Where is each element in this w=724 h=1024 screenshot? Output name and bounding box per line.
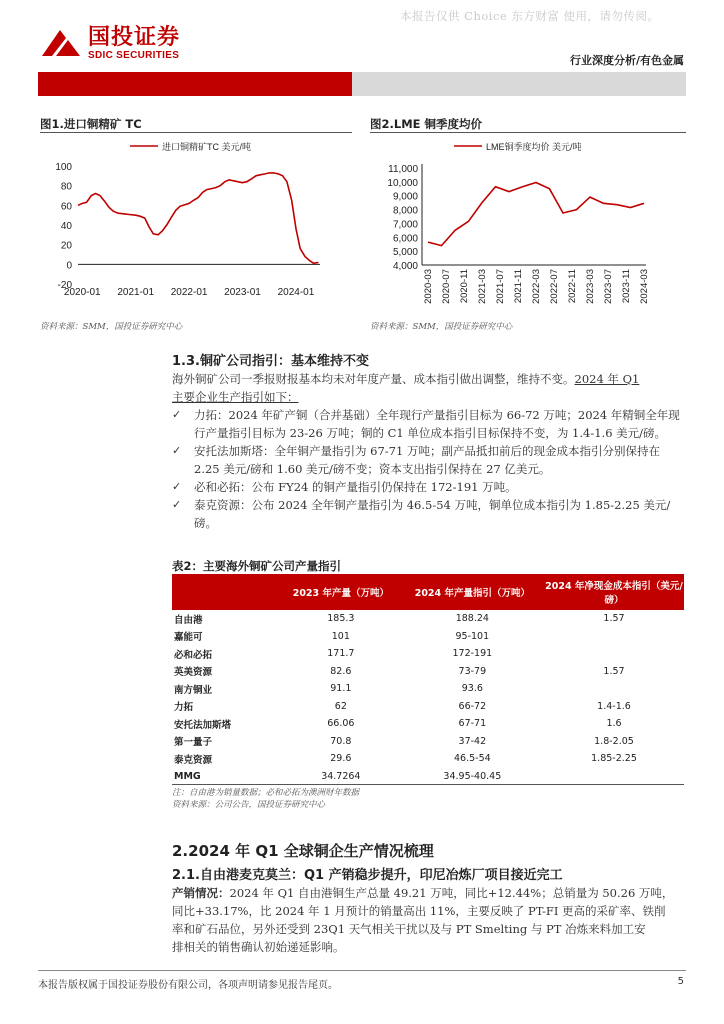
table-row (172, 680, 684, 698)
fig2-title: 图2.LME 铜季度均价 (370, 117, 483, 131)
list-item: ✓ 必和必拓：公布 FY24 的铜产量指引仍保持在 172-191 万吨。 (172, 480, 517, 494)
x-tick-label: 2023-01 (224, 287, 261, 298)
x-tick-label: 2021-03 (477, 269, 488, 304)
table-row (172, 610, 684, 628)
section-heading: 1.3.铜矿公司指引：基本维持不变 (172, 354, 369, 369)
y-tick-label: 100 (55, 162, 72, 173)
section2-paragraph: 产销情况：2024 年 Q1 自由港铜生产总量 49.21 万吨，同比+12.44%；总销量为 50.26 万吨， 同比+33.17%，比 2024 年 1 月预计的销量高出 11%，主要反映了 PT-FI 更高的采矿率、铁削 率和矿石品位，另外还受到 23Q1 天气相关干扰以及与 PT Smelting 与 PT 冶炼来料加工安 排相关的销售确认初始递延影响。 (172, 886, 674, 954)
value-cell: 95-101 (455, 630, 490, 642)
fig2-source: 资料来源：SMM，国投证券研究中心 (370, 322, 513, 332)
table-row (172, 628, 684, 646)
value-cell: 34.7264 (321, 770, 361, 782)
value-cell: 70.8 (330, 735, 352, 747)
bullet-list (172, 406, 684, 532)
company-cell: 必和必拓 (174, 649, 213, 661)
y-tick-label: 60 (60, 201, 72, 213)
fig2-chart (370, 136, 686, 316)
company-cell: 泰克资源 (174, 754, 213, 766)
y-tick-label: 6,000 (392, 233, 418, 245)
x-tick-label: 2022-11 (567, 269, 578, 304)
report-category: 行业深度分析/有色金属 (569, 54, 684, 67)
header-bar (38, 72, 686, 96)
check-icon: ✓ (172, 444, 182, 457)
table-row (172, 768, 684, 786)
company-cell: 安托法加斯塔 (174, 719, 232, 731)
y-tick-label: 10,000 (387, 177, 418, 189)
x-tick-label: 2024-01 (277, 287, 315, 298)
value-cell: 82.6 (330, 665, 352, 677)
value-cell: 37-42 (458, 735, 487, 747)
watermark: 本报告仅供 Choice 东方财富 使用，请勿传阅。 (400, 9, 660, 23)
section2-subheading: 2.1.自由港麦克莫兰：Q1 产销稳步提升，印尼冶炼厂项目接近完工 (172, 868, 563, 883)
check-icon: ✓ (172, 408, 182, 421)
value-cell: 1.4-1.6 (597, 700, 631, 712)
intro-underlined: 2024 年 Q1 (574, 372, 640, 386)
table-row (172, 750, 684, 768)
legend-label: LME铜季度均价 美元/吨 (486, 142, 582, 152)
x-tick-label: 2021-01 (117, 287, 155, 298)
intro-underlined-2: 主要企业生产指引如下： (172, 390, 299, 404)
value-cell: 67-71 (458, 718, 487, 730)
y-tick-label: 4,000 (392, 261, 418, 272)
value-cell: 188.24 (455, 613, 489, 625)
header-bar-red (38, 72, 352, 96)
footer-rule (38, 970, 686, 971)
col-header: 2024 年净现金成本指引（美元/磅） (544, 574, 684, 610)
series-line (428, 183, 644, 246)
col-header: 2023 年产量（万吨） (281, 574, 401, 610)
fig1-title: 图1.进口铜精矿 TC (40, 117, 142, 131)
y-tick-label: 40 (60, 221, 72, 232)
table-row (172, 715, 684, 733)
value-cell: 29.6 (330, 753, 352, 765)
value-cell: 66-72 (458, 700, 487, 712)
x-tick-label: 2022-01 (170, 287, 208, 298)
value-cell: 62 (334, 700, 347, 712)
table-row (172, 698, 684, 716)
list-item: ✓ 力拓：2024 年矿产铜（合并基础）全年现行产量指引目标为 66-72 万吨；2024 年精铜全年现行产量指引目标为 23-26 万吨；铜的 C1 单位成本指引目标保持不变，为 1.4-1.6 美元/磅。 (172, 408, 680, 440)
x-tick-label: 2022-07 (549, 269, 560, 304)
header-bar-grey (352, 72, 686, 96)
list-item: ✓ 安托法加斯塔：全年铜产量指引为 67-71 万吨；副产品抵扣前后的现金成本指引分别保持在 2.25 美元/磅和 1.60 美元/磅不变；资本支出指引保持在 27 亿美元。 (172, 444, 660, 476)
check-icon: ✓ (172, 498, 182, 511)
value-cell: 1.57 (603, 665, 625, 677)
logo-mark-icon (38, 26, 84, 62)
value-cell: 172-191 (452, 648, 493, 660)
company-cell: 第一量子 (174, 737, 213, 749)
x-tick-label: 2021-07 (495, 269, 506, 304)
guidance-table (172, 574, 684, 785)
value-cell: 1.85-2.25 (591, 753, 637, 765)
y-tick-label: 5,000 (392, 247, 418, 259)
company-cell: 力拓 (174, 702, 194, 714)
x-tick-label: 2022-03 (531, 269, 542, 304)
value-cell (544, 628, 684, 646)
fig1-rule (40, 132, 352, 133)
table-note: 注：自由港为销量数据；必和必拓为澳洲财年数据 (172, 788, 360, 798)
section-intro (172, 370, 684, 406)
value-cell: 66.06 (327, 718, 355, 730)
company-cell: 嘉能可 (174, 632, 203, 644)
legend-label: 进口铜精矿TC 美元/吨 (162, 142, 251, 152)
value-cell: 1.8-2.05 (594, 735, 634, 747)
company-cell: 英美资源 (174, 667, 213, 679)
y-tick-label: 0 (66, 260, 72, 272)
value-cell: 34.95-40.45 (443, 770, 502, 782)
y-tick-label: -20 (57, 280, 72, 291)
y-tick-label: 8,000 (392, 205, 418, 217)
fig1-chart (40, 136, 355, 314)
value-cell: 185.3 (327, 613, 355, 625)
value-cell: 101 (331, 630, 350, 642)
value-cell: 1.6 (606, 718, 622, 730)
y-tick-label: 11,000 (388, 164, 418, 175)
y-tick-label: 80 (60, 181, 72, 193)
section2-heading: 2.2024 年 Q1 全球铜企生产情况梳理 (172, 842, 434, 860)
x-tick-label: 2020-03 (423, 269, 434, 304)
page-number: 5 (677, 976, 684, 987)
company-cell: 南方铜业 (174, 684, 213, 696)
footer-text: 本报告版权属于国投证券股份有限公司，各项声明请参见报告尾页。 (38, 980, 338, 991)
company-cell: MMG (174, 770, 201, 782)
company-cell: 自由港 (174, 614, 203, 626)
fig2-rule (370, 132, 686, 133)
value-cell: 91.1 (330, 683, 352, 695)
intro-text: 海外铜矿公司一季报财报基本均未对年度产量、成本指引做出调整，维持不变。 (172, 372, 575, 386)
x-tick-label: 2021-11 (513, 269, 524, 304)
check-icon: ✓ (172, 480, 182, 493)
x-tick-label: 2020-01 (63, 287, 101, 298)
y-tick-label: 7,000 (392, 219, 418, 231)
table-source: 资料来源：公司公告，国投证券研究中心 (172, 800, 326, 810)
fig1-source: 资料来源：SMM，国投证券研究中心 (40, 322, 183, 332)
para-label: 产销情况： (172, 886, 230, 900)
value-cell (544, 768, 684, 786)
x-tick-label: 2023-07 (603, 269, 614, 304)
value-cell (544, 645, 684, 663)
col-header (172, 574, 281, 610)
value-cell: 171.7 (327, 648, 355, 660)
table-title: 表2：主要海外铜矿公司产量指引 (172, 559, 341, 573)
list-item: ✓ 泰克资源：公布 2024 全年铜产量指引为 46.5-54 万吨，铜单位成本指引为 1.85-2.25 美元/磅。 (172, 498, 671, 530)
col-header: 2024 年产量指引（万吨） (401, 574, 544, 610)
company-logo (38, 26, 180, 62)
value-cell: 73-79 (458, 665, 487, 677)
table-row (172, 663, 684, 681)
series-line (78, 173, 318, 263)
y-tick-label: 20 (60, 240, 72, 252)
y-tick-label: 9,000 (392, 191, 418, 203)
table-row (172, 733, 684, 751)
x-tick-label: 2024-03 (639, 269, 650, 304)
x-tick-label: 2023-11 (621, 269, 632, 304)
value-cell: 93.6 (461, 683, 483, 695)
value-cell (544, 680, 684, 698)
logo-en: SDIC SECURITIES (88, 50, 180, 61)
value-cell: 46.5-54 (454, 753, 491, 765)
table-header-row (172, 574, 684, 610)
value-cell: 1.57 (603, 613, 625, 625)
table-bottom-rule (172, 784, 684, 785)
x-tick-label: 2023-03 (585, 269, 596, 304)
table-row (172, 645, 684, 663)
x-tick-label: 2020-11 (459, 269, 470, 304)
logo-cn: 国投证券 (88, 25, 181, 50)
x-tick-label: 2020-07 (441, 269, 452, 304)
